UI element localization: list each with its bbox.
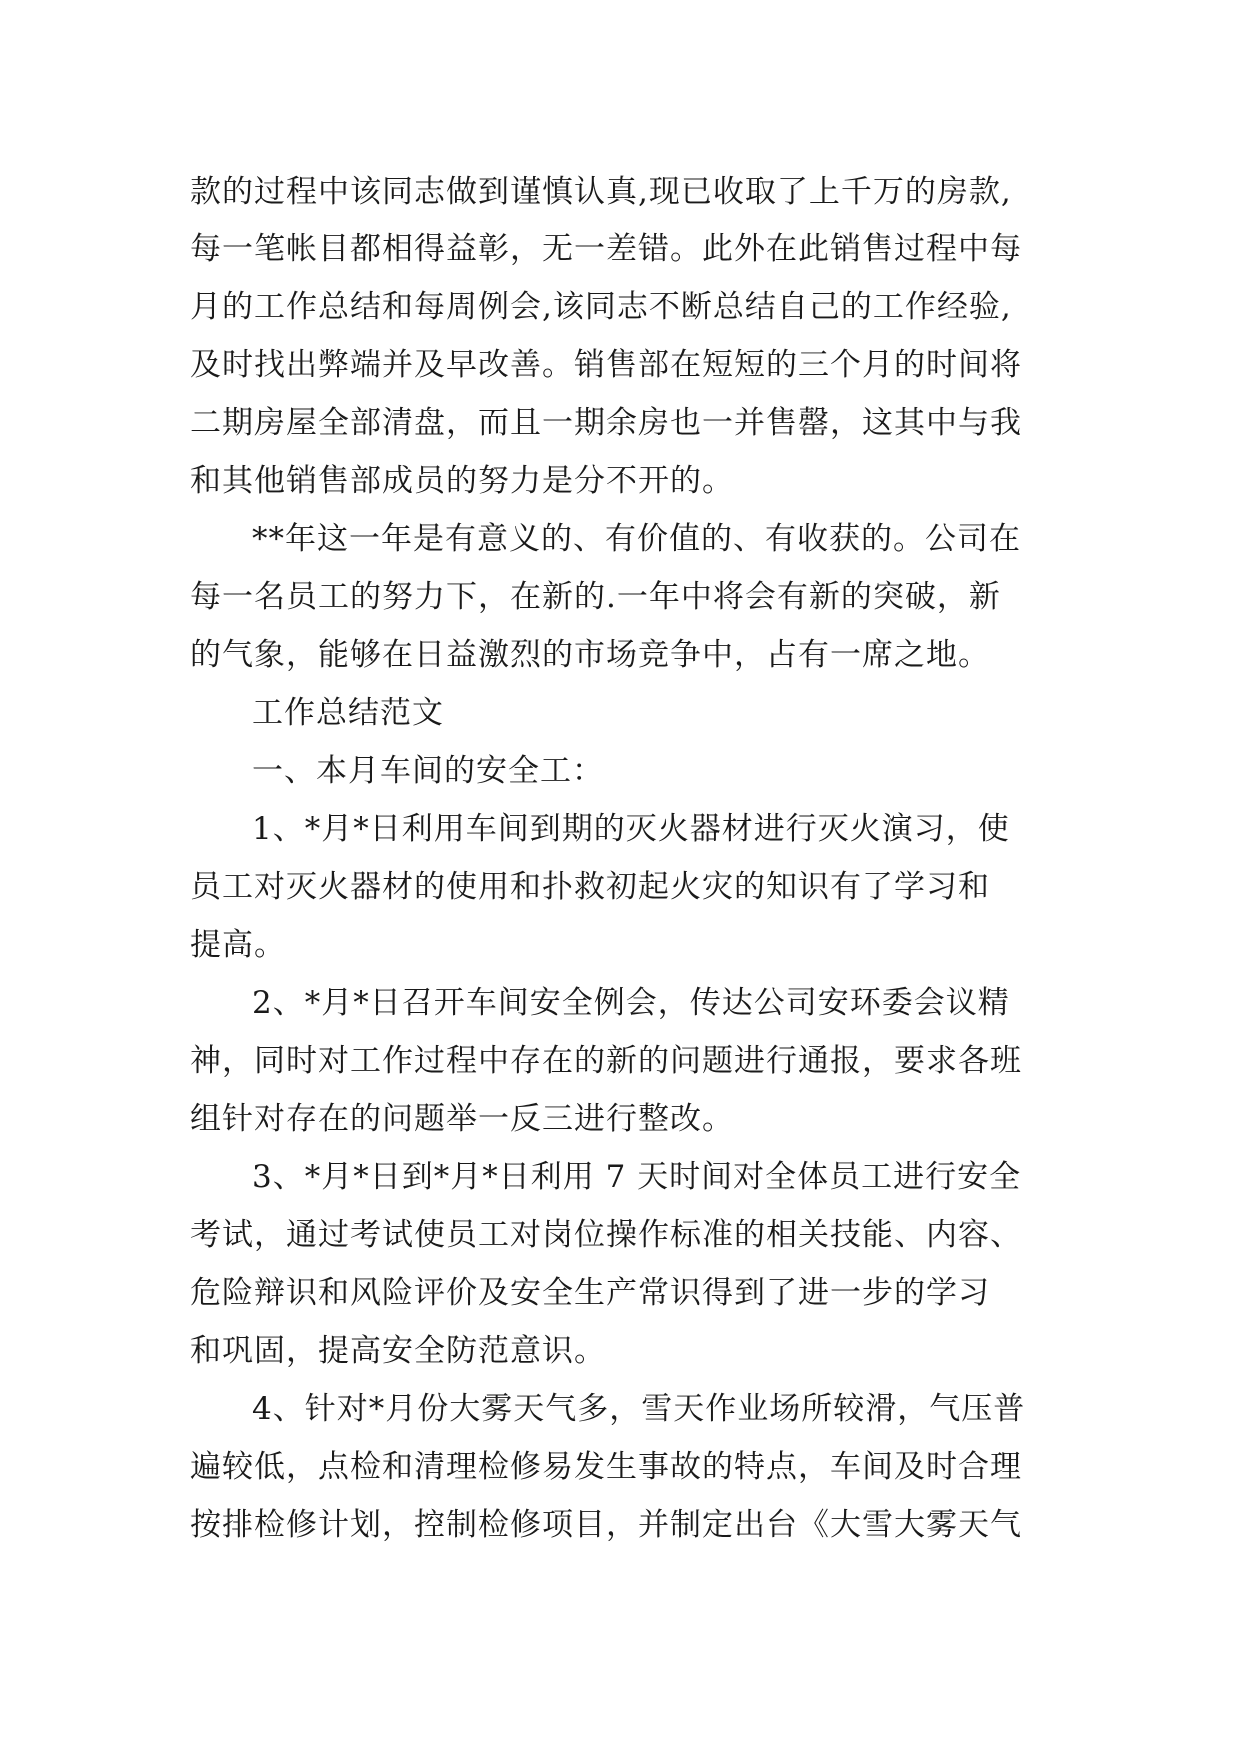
body-line: 和巩固，提高安全防范意识。 [190, 1333, 606, 1369]
list-item-first-line: 2、*月*日召开车间安全例会，传达公司安环委会议精 [252, 985, 1010, 1021]
list-item-first-line: 1、*月*日利用车间到期的灭火器材进行灭火演习，使 [252, 811, 1010, 847]
body-line: 二期房屋全部清盘，而且一期余房也一并售罄，这其中与我 [190, 405, 1022, 441]
subsection-heading: 一、本月车间的安全工： [252, 753, 604, 789]
body-line: 按排检修计划，控制检修项目，并制定出台《大雪大雾天气 [190, 1507, 1022, 1543]
list-item-first-line: 3、*月*日到*月*日利用 7 天时间对全体员工进行安全 [252, 1159, 1022, 1195]
list-item-first-line: 4、针对*月份大雾天气多，雪天作业场所较滑，气压普 [252, 1391, 1026, 1427]
body-line: 神，同时对工作过程中存在的新的问题进行通报，要求各班 [190, 1043, 1022, 1079]
section-heading: 工作总结范文 [252, 695, 444, 731]
body-line: 每一名员工的努力下，在新的.一年中将会有新的突破，新 [190, 579, 1001, 615]
body-line: 考试，通过考试使员工对岗位操作标准的相关技能、内容、 [190, 1217, 1022, 1253]
body-line: 及时找出弊端并及早改善。销售部在短短的三个月的时间将 [190, 347, 1022, 383]
body-line: 月的工作总结和每周例会,该同志不断总结自己的工作经验, [190, 289, 1012, 325]
body-line: 每一笔帐目都相得益彰，无一差错。此外在此销售过程中每 [190, 231, 1022, 267]
body-line: 危险辩识和风险评价及安全生产常识得到了进一步的学习 [190, 1275, 990, 1311]
body-line: 的气象，能够在日益激烈的市场竞争中，占有一席之地。 [190, 637, 990, 673]
body-line: 提高。 [190, 927, 286, 963]
body-line: 和其他销售部成员的努力是分不开的。 [190, 463, 734, 499]
body-line: 员工对灭火器材的使用和扑救初起火灾的知识有了学习和 [190, 869, 990, 905]
paragraph-first-line: **年这一年是有意义的、有价值的、有收获的。公司在 [252, 521, 1021, 557]
body-line: 组针对存在的问题举一反三进行整改。 [190, 1101, 734, 1137]
body-line: 遍较低，点检和清理检修易发生事故的特点，车间及时合理 [190, 1449, 1022, 1485]
body-line: 款的过程中该同志做到谨慎认真,现已收取了上千万的房款, [190, 174, 1012, 210]
